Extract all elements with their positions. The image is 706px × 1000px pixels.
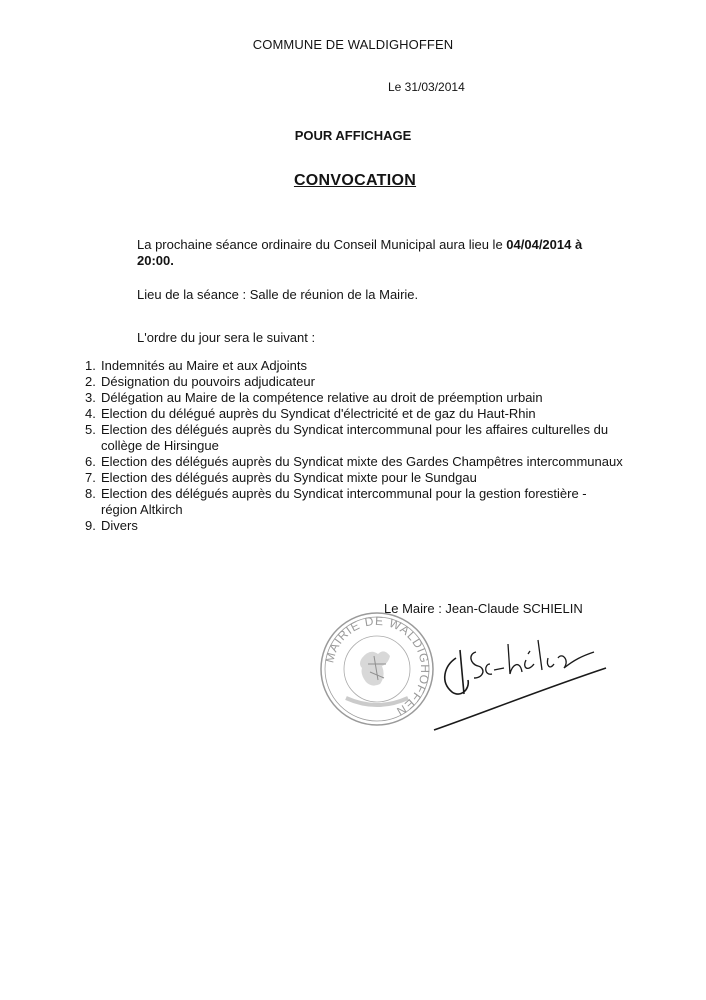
agenda-item xyxy=(85,454,625,470)
svg-text:MAIRIE DE WALDIGHOFFEN: MAIRIE DE WALDIGHOFFEN xyxy=(322,613,433,719)
agenda-item-number: 3. xyxy=(85,390,96,405)
agenda-item-number: 8. xyxy=(85,486,96,501)
agenda-item xyxy=(85,422,625,454)
mayor-signature-line: Le Maire : Jean-Claude SCHIELIN xyxy=(384,601,583,616)
agenda-item-number: 4. xyxy=(85,406,96,421)
agenda-item-number: 7. xyxy=(85,470,96,485)
agenda-item-number: 9. xyxy=(85,518,96,533)
agenda-item xyxy=(85,358,625,374)
agenda-item-number: 6. xyxy=(85,454,96,469)
agenda-item-text: Election du délégué auprès du Syndicat d'électricité et de gaz du Haut-Rhin xyxy=(101,406,536,421)
agenda-item xyxy=(85,486,625,518)
meeting-text: La prochaine séance ordinaire du Conseil Municipal aura lieu le xyxy=(137,237,507,252)
agenda-item xyxy=(85,518,625,534)
agenda-item-text: Désignation du pouvoirs adjudicateur xyxy=(101,374,315,389)
agenda-item xyxy=(85,390,625,406)
agenda-item-text: Indemnités au Maire et aux Adjoints xyxy=(101,358,307,373)
agenda-intro: L'ordre du jour sera le suivant : xyxy=(137,330,316,345)
agenda-item-text: Divers xyxy=(101,518,138,533)
document-title xyxy=(0,172,706,190)
meeting-paragraph xyxy=(137,237,597,269)
agenda-item-number: 1. xyxy=(85,358,96,373)
mairie-stamp-icon xyxy=(318,610,436,728)
agenda-item xyxy=(85,470,625,486)
affichage-label: POUR AFFICHAGE xyxy=(294,128,412,143)
agenda-item-text: Election des délégués auprès du Syndicat mixte pour le Sundgau xyxy=(101,470,477,485)
agenda-item xyxy=(85,406,625,422)
agenda-item-number: 5. xyxy=(85,422,96,437)
agenda-item-number: 2. xyxy=(85,374,96,389)
mayor-signature-icon xyxy=(430,630,620,740)
title-text: CONVOCATION xyxy=(293,172,417,189)
agenda-item-text: Election des délégués auprès du Syndicat intercommunal pour la gestion forestière - région Altkirch xyxy=(101,486,587,517)
agenda-item-text: Délégation au Maire de la compétence relative au droit de préemption urbain xyxy=(101,390,543,405)
agenda-item xyxy=(85,374,625,390)
agenda-list xyxy=(85,358,625,534)
commune-heading: COMMUNE DE WALDIGHOFFEN xyxy=(252,37,454,52)
meeting-datetime: 04/04/2014 à 20:00. xyxy=(137,237,583,268)
document-date: Le 31/03/2014 xyxy=(388,80,465,94)
agenda-item-text: Election des délégués auprès du Syndicat intercommunal pour les affaires culturelles du collège de Hirsingue xyxy=(101,422,609,453)
meeting-location: Lieu de la séance : Salle de réunion de la Mairie. xyxy=(137,287,419,302)
agenda-item-text: Election des délégués auprès du Syndicat mixte des Gardes Champêtres intercommunaux xyxy=(101,454,623,469)
